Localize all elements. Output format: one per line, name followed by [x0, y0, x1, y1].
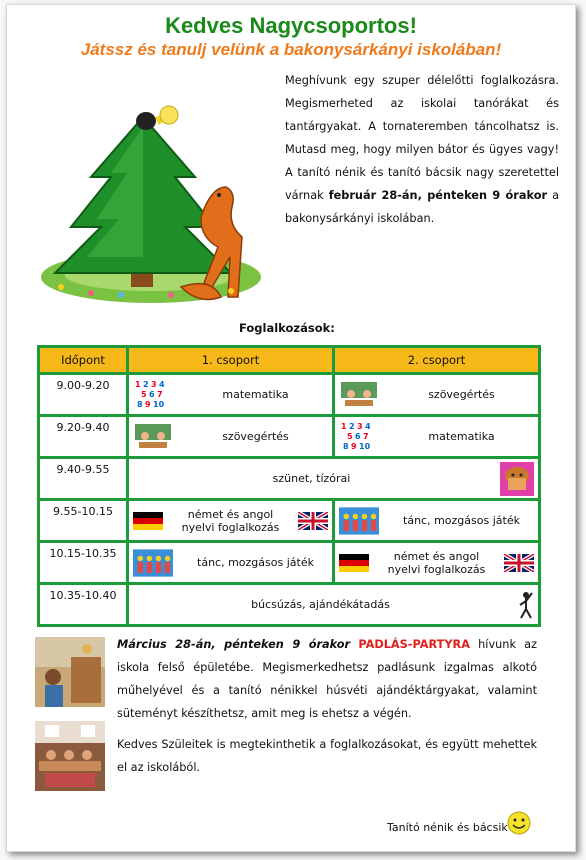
workshop-photo	[35, 637, 105, 707]
cell-text: tánc, mozgásos játék	[403, 514, 520, 527]
cell-text: búcsúzás, ajándékátadás	[251, 598, 390, 611]
page-subtitle: Játssz és tanulj velünk a bakonysárkányi iskolában!	[80, 40, 502, 59]
table-row	[40, 417, 538, 456]
schedule-heading: Foglalkozások:	[239, 321, 335, 335]
uk-flag-icon	[298, 512, 328, 530]
intro-paragraph	[285, 69, 559, 230]
intro-end: a bakonysárkányi iskolában.	[285, 189, 559, 225]
row-group2	[335, 501, 538, 540]
classroom-photo	[35, 721, 105, 791]
row-group1	[129, 543, 332, 582]
schedule-table	[37, 345, 541, 627]
party-paragraph	[117, 633, 537, 725]
signature: Tanító nénik és bácsik	[387, 821, 508, 834]
numbers-icon: 1 2 3 4 5 6 7 8 9 10	[341, 421, 371, 451]
row-group2	[335, 543, 538, 582]
cell-text: német és angol nyelvi foglalkozás	[181, 507, 280, 534]
cell-text: német és angol nyelvi foglalkozás	[387, 549, 486, 576]
party-date: Március 28-án, pénteken 9 órakor	[117, 638, 351, 651]
row-group2	[335, 375, 538, 414]
german-flag-icon	[133, 512, 163, 530]
cell-text: matematika	[428, 430, 495, 443]
intro-date: február 28-án, pénteken 9 órakor	[328, 189, 548, 202]
dancers-icon	[339, 506, 379, 536]
cell-text: szövegértés	[428, 388, 495, 401]
party-section	[117, 633, 537, 787]
row-time: 9.55-10.15	[40, 501, 126, 540]
cell-text: tánc, mozgásos játék	[197, 556, 314, 569]
tree-fox-illustration	[31, 97, 271, 307]
muffin-icon	[500, 462, 534, 496]
row-group1	[129, 501, 332, 540]
table-row	[40, 543, 538, 582]
row-time: 9.00-9.20	[40, 375, 126, 414]
numbers-icon: 1 2 3 4 5 6 7 8 9 10	[135, 379, 165, 409]
row-span	[129, 585, 538, 624]
classroom-icon	[133, 422, 173, 452]
row-time: 10.15-10.35	[40, 543, 126, 582]
cell-text: szövegértés	[222, 430, 289, 443]
page-title: Kedves Nagycsoportos!	[165, 13, 417, 38]
table-row	[40, 501, 538, 540]
cell-text: matematika	[222, 388, 289, 401]
table-row	[40, 375, 538, 414]
smiley-icon	[507, 811, 531, 835]
row-time: 9.20-9.40	[40, 417, 126, 456]
intro-text: Meghívunk egy szuper délelőtti foglalkozásra. Megismerheted az iskolai tanórákat és tantárgyakat. A tornateremben táncolhatsz is. Mutasd meg, hogy milyen bátor és ügyes vagy! A tanító nénik és tanító bácsik nagy szeretettel várnak	[285, 74, 559, 202]
classroom-icon	[339, 380, 379, 410]
row-group1	[129, 375, 332, 414]
german-flag-icon	[339, 554, 369, 572]
stick-figure-icon	[518, 591, 534, 619]
row-time: 9.40-9.55	[40, 459, 126, 498]
header-group1: 1. csoport	[129, 348, 332, 372]
parents-paragraph: Kedves Szüleitek is megtekinthetik a foglalkozásokat, és együtt mehettek el az iskolából.	[117, 738, 537, 774]
table-row	[40, 585, 538, 624]
row-span	[129, 459, 538, 498]
party-text: hívunk az iskola felső épületébe. Megismerkedhetsz padlásunk izgalmas alkotó műhelyével és a tanító nénikkel húsvéti ajándéktárgyakat, valamint süteményt készíthetsz, amit meg is ehetsz a végén.	[117, 638, 538, 720]
header-time: Időpont	[40, 348, 126, 372]
cell-text: szünet, tízórai	[272, 472, 351, 485]
table-header-row	[40, 348, 538, 372]
header-group2: 2. csoport	[335, 348, 538, 372]
row-group2	[335, 417, 538, 456]
row-group1	[129, 417, 332, 456]
dancers-icon	[133, 548, 173, 578]
invitation-page	[6, 4, 576, 852]
row-time: 10.35-10.40	[40, 585, 126, 624]
party-name: PADLÁS-PARTYRA	[358, 638, 470, 651]
uk-flag-icon	[504, 554, 534, 572]
table-row	[40, 459, 538, 498]
